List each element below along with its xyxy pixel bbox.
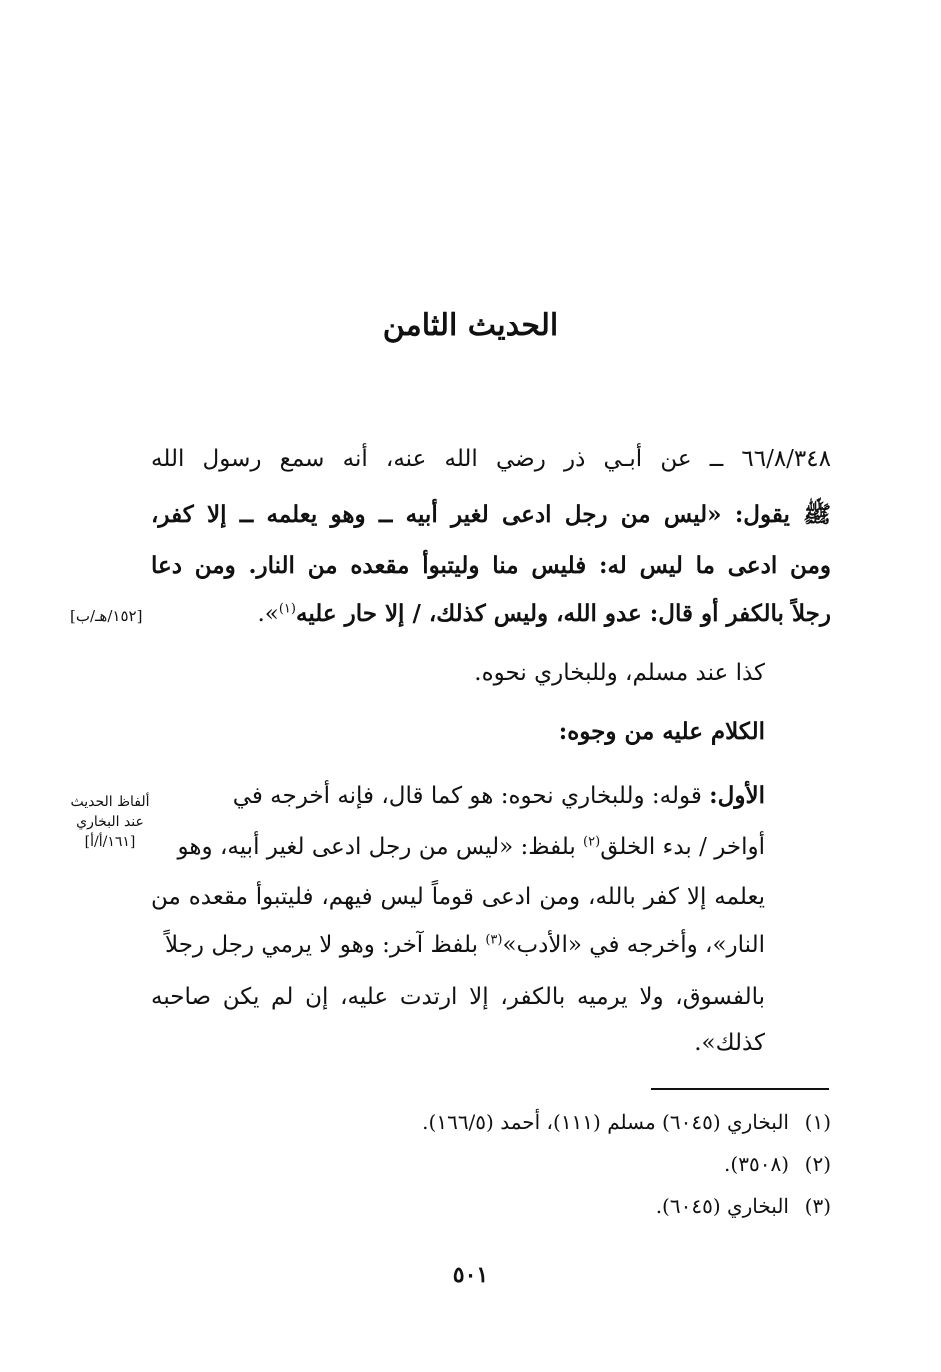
footnote-ref-1[interactable]: (١) [278, 601, 296, 617]
margin-note-line-2: عند البخاري [76, 814, 144, 830]
first-point-line-4a: النار»، وأخرجه في «الأدب» [502, 932, 765, 958]
footnote-1-text: البخاري (٦٠٤٥) مسلم (١١١)، أحمد (١٦٦/٥). [422, 1110, 789, 1134]
footnote-1 [422, 1110, 831, 1134]
hadith-line-2: ﷺ يقول: «ليس من رجل ادعى لغير أبيه ــ وهو يعلمه ــ إلا كفر، [151, 501, 831, 528]
first-point-line-2b: بلفظ: «ليس من رجل ادعى لغير أبيه، وهو [177, 834, 584, 860]
hadith-line-4 [231, 600, 831, 627]
chapter-title: الحديث الثامن [382, 308, 559, 343]
footnote-2-text: (٣٥٠٨). [724, 1152, 789, 1176]
first-point-line-6: كذلك». [694, 1030, 765, 1056]
footnote-3 [656, 1194, 831, 1218]
footnote-2 [724, 1152, 831, 1176]
first-point-line-2 [151, 834, 765, 860]
first-point-line-1 [151, 782, 765, 809]
footnote-3-num: (٣) [804, 1194, 831, 1218]
note-muslim-bukhari: كذا عند مسلم، وللبخاري نحوه. [474, 660, 765, 686]
first-point-line-4b: بلفظ آخر: وهو لا يرمي رجل رجلاً [164, 932, 486, 958]
first-point-line-1-text: قوله: وللبخاري نحوه: هو كما قال، فإنه أخرجه في [232, 783, 710, 809]
margin-note-line-1: ألفاظ الحديث [70, 794, 150, 810]
first-point-line-4 [151, 932, 765, 958]
first-point-line-2a: أواخر / بدء الخلق [600, 834, 765, 860]
manuscript-folio-ref: [١٥٢/هـ/ب] [70, 607, 143, 625]
hadith-line-3: ومن ادعى ما ليس له: فليس منا وليتبوأ مقعده من النار. ومن دعا [151, 552, 831, 579]
footnote-ref-2[interactable]: (٢) [583, 834, 601, 850]
footnote-separator [651, 1088, 829, 1090]
first-point-line-3: يعلمه إلا كفر بالله، ومن ادعى قوماً ليس فيهم، فليتبوأ مقعده من [151, 884, 765, 910]
margin-note [62, 792, 158, 852]
first-point-lead: الأول: [709, 782, 765, 809]
page-number: ٥٠١ [452, 1262, 489, 1288]
hadith-line-1: ٦٦/٨/٣٤٨ ــ عن أبـي ذر رضي الله عنه، أنه سمع رسول الله [151, 446, 831, 472]
footnote-ref-3[interactable]: (٣) [485, 932, 503, 948]
footnote-2-num: (٢) [804, 1152, 831, 1176]
section-heading: الكلام عليه من وجوه: [558, 718, 765, 745]
first-point-line-5: بالفسوق، ولا يرميه بالكفر، إلا ارتدت عليه، إن لم يكن صاحبه [151, 984, 765, 1010]
footnote-3-text: البخاري (٦٠٤٥). [655, 1194, 789, 1218]
footnote-1-num: (١) [804, 1110, 831, 1134]
hadith-line-4-text: رجلاً بالكفر أو قال: عدو الله، وليس كذلك، / إلا حار عليه [295, 600, 831, 627]
margin-note-line-3: [١٦١/أ/أ] [84, 834, 136, 850]
hadith-line-4-end: ». [257, 601, 279, 627]
